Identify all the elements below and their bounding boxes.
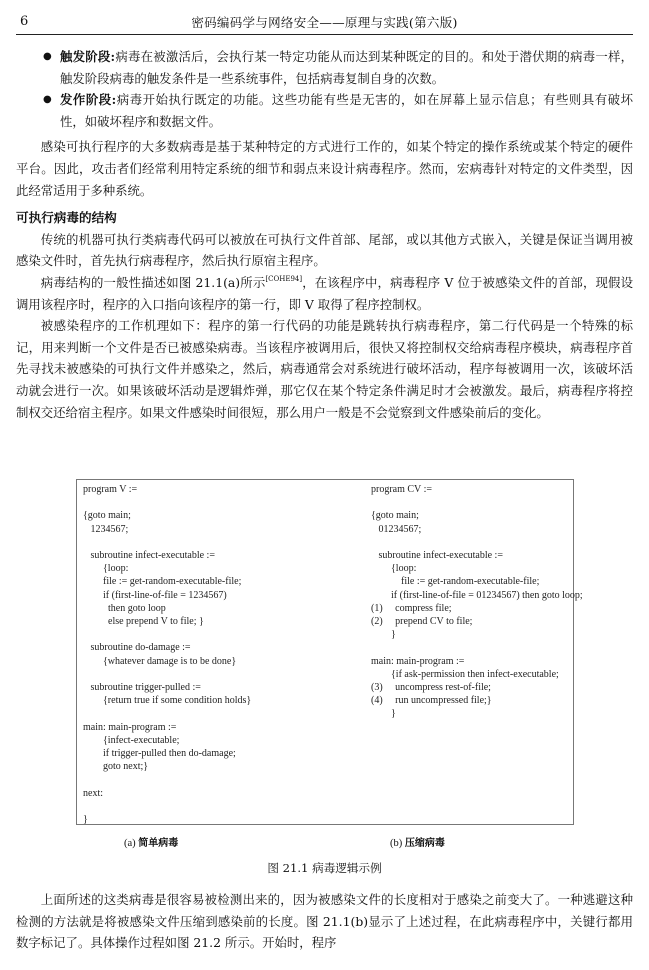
code-line: {whatever damage is to be done} [83, 655, 237, 667]
code-line: if (first-line-of-file = 1234567) [83, 589, 227, 601]
code-line: (1) compress file; [371, 602, 452, 614]
citation: [COHE94] [265, 274, 303, 283]
code-line: (4) run uncompressed file;} [371, 695, 492, 707]
code-line: (3) uncompress rest-of-file; [371, 682, 491, 693]
code-line: {return true if some condition holds} [83, 695, 252, 707]
compression-virus-code [291, 480, 583, 824]
section-title: 可执行病毒的结构 [16, 210, 117, 226]
code-line: main: main-program := [371, 655, 465, 667]
code-line: subroutine infect-executable := [371, 550, 503, 561]
bullet-term: 触发阶段: [60, 49, 116, 64]
code-line: then goto loop [83, 602, 166, 614]
paragraph-3-part-a: 病毒结构的一般性描述如图 21.1(a)所示 [40, 274, 266, 290]
paragraph-2: 传统的机器可执行类病毒代码可以被放在可执行文件首部、尾部，或以其他方式嵌入，关键是保证当调用被感染文件时，首先执行病毒程序，然后执行原宿主程序。 [16, 231, 633, 269]
bullet-trigger-phase [16, 46, 633, 89]
code-line: subroutine trigger-pulled := [83, 682, 201, 693]
paragraph-3 [16, 272, 633, 315]
code-line: if (first-line-of-file = 01234567) then goto loop; [371, 589, 583, 601]
code-line: main: main-program := [83, 721, 177, 733]
code-line: program V := [83, 484, 138, 495]
code-line: else prepend V to file; } [83, 616, 204, 627]
code-line: file := get-random-executable-file; [83, 576, 242, 588]
code-line: {loop: [371, 563, 417, 575]
page-number: 6 [20, 14, 29, 29]
paragraph-3-part-b: ，在该程序中，病毒程序 V 位于被感染文件的首部，现假设调用该程序时，程序的入口指向该程序的第一行，即 V 取得了程序控制权。 [16, 274, 633, 312]
figure-21-1 [76, 479, 583, 825]
bullet-text: 病毒开始执行既定的功能。这些功能有些是无害的，如在屏幕上显示信息；有些则具有破坏性，如破坏程序和数据文件。 [60, 92, 633, 129]
code-line: (2) prepend CV to file; [371, 616, 473, 627]
code-line: } [371, 629, 396, 641]
code-line: next: [83, 787, 103, 799]
code-line: program CV := [371, 484, 433, 495]
code-line: {infect-executable; [83, 734, 180, 746]
bullet-dot-icon: ● [43, 51, 52, 62]
subcaption-b [390, 834, 445, 849]
code-line: 1234567; [83, 523, 129, 535]
subcaption-b-label: 压缩病毒 [404, 838, 445, 849]
code-line: {goto main; [371, 510, 419, 522]
code-line: } [83, 814, 88, 825]
code-line: } [371, 708, 396, 720]
page-header [16, 8, 633, 35]
bullet-term: 发作阶段: [60, 92, 117, 108]
code-line: file := get-random-executable-file; [371, 576, 540, 588]
bullet-dot-icon: ● [43, 94, 52, 106]
code-line: 01234567; [371, 523, 422, 535]
subcaption-a-prefix: (a) [124, 838, 136, 849]
code-line: goto next;} [83, 761, 149, 773]
main-text [16, 46, 633, 423]
paragraph-4: 被感染程序的工作机理如下：程序的第一行代码的功能是跳转执行病毒程序，第二行代码是一个特殊的标记，用来判断一个文件是否已被感染病毒。当该程序被调用后，很快又将控制权交给病毒程序模块，病毒程序首先寻找未被感染的可执行文件并感染之，然后，病毒通常会对系统进行破坏活动，程序每被调用一次，该破坏活动就会进行一次。如果该破坏活动是逻辑炸弹，那它仅在某个特定条件满足时才会被激发。最后，病毒程序将控制权交还给宿主程序。如果文件感染时间很短，那么用户一般是不会觉察到文件感染前后的变化。 [16, 318, 633, 420]
paragraph-1: 感染可执行程序的大多数病毒是基于某种特定的方式进行工作的，如某个特定的操作系统或某个特定的硬件平台。因此，攻击者们经常利用特定系统的细节和弱点来设计病毒程序。然而，宏病毒针对特定的文件类型，因此经常适用于多种系统。 [16, 139, 633, 198]
code-line: {loop: [83, 563, 129, 575]
code-line: subroutine do-damage := [83, 642, 191, 654]
figure-caption: 图 21.1 病毒逻辑示例 [267, 861, 382, 875]
code-line: subroutine infect-executable := [83, 550, 215, 561]
code-line: if trigger-pulled then do-damage; [83, 748, 236, 759]
bullet-text: 病毒在被激活后，会执行某一特定功能从而达到某种既定的目的。和处于潜伏期的病毒一样，触发阶段病毒的触发条件是一些系统事件，包括病毒复制自身的次数。 [60, 49, 634, 86]
code-line: {goto main; [83, 510, 131, 522]
subcaption-a [124, 834, 178, 849]
simple-virus-code [77, 480, 292, 824]
subcaption-a-label: 简单病毒 [138, 838, 179, 849]
subcaption-b-prefix: (b) [390, 838, 403, 849]
bottom-paragraph: 上面所述的这类病毒是很容易被检测出来的，因为被感染文件的长度相对于感染之前变大了。一种逃避这种检测的方法就是将被感染文件压缩到感染前的长度。图 21.1(b)显示了上述过程，在此病毒程序中，关键行都用数字标记了。具体操作过程如图 21.2 所示。开始时，程序 [16, 892, 633, 951]
bullet-execution-phase [16, 89, 633, 132]
running-title: 密码编码学与网络安全——原理与实践(第六版) [191, 15, 458, 30]
code-line: {if ask-permission then infect-executable; [371, 668, 559, 680]
